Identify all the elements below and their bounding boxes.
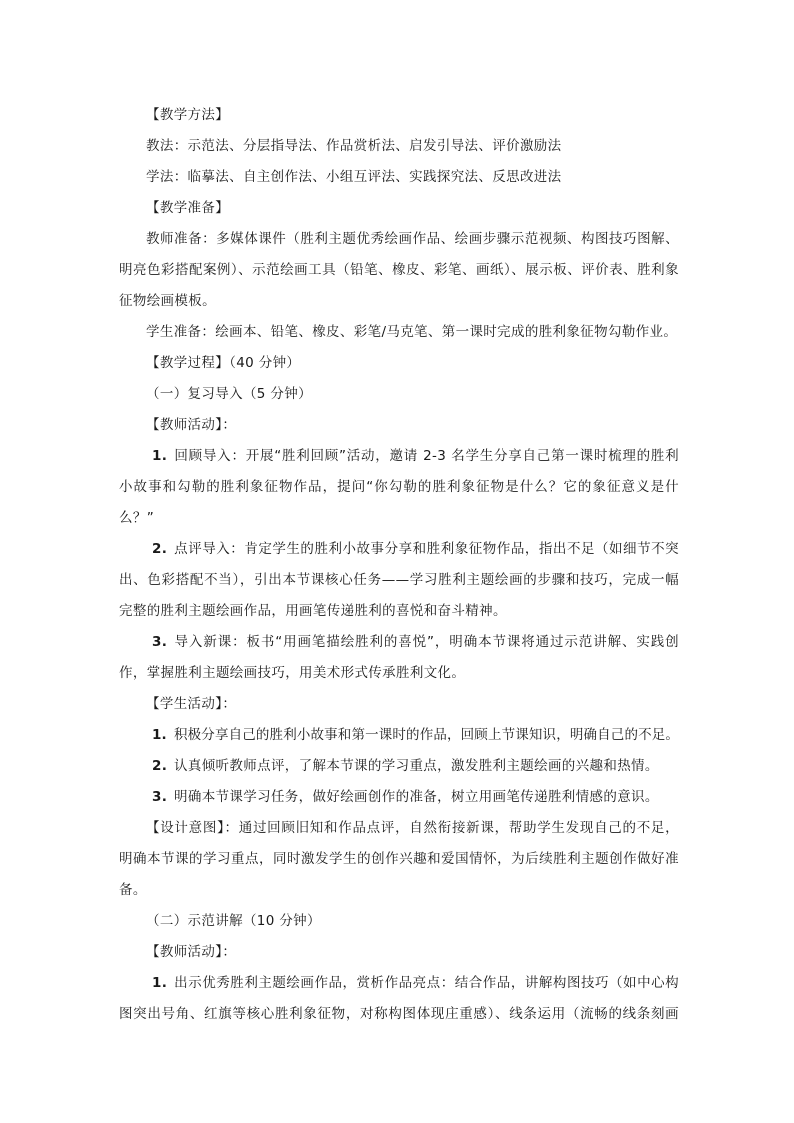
list-item-text: 积极分享自己的胜利小故事和第一课时的作品，回顾上节课知识，明确自己的不足。 xyxy=(174,727,680,743)
list-item-text: 明确本节课学习任务，做好绘画创作的准备，树立用画笔传递胜利情感的意识。 xyxy=(174,789,659,805)
teacher-item-4-line-2: 图突出号角、红旗等核心胜利象征物，对称构图体现庄重感）、线条运用（流畅的线条刻画 xyxy=(119,1006,679,1022)
teacher-prep-line-3: 征物绘画模板。 xyxy=(119,293,216,309)
list-item-text: 点评导入：肯定学生的胜利小故事分享和胜利象征物作品，指出不足（如细节不突 xyxy=(174,541,679,557)
teacher-prep-line-2: 明亮色彩搭配案例）、示范绘画工具（铅笔、橡皮、彩笔、画纸）、展示板、评价表、胜利象 xyxy=(119,262,679,278)
document-body xyxy=(119,100,679,1030)
teacher-item-1-line-3: 么？” xyxy=(119,510,155,526)
section-1-title: （一）复习导入（5 分钟） xyxy=(146,386,312,402)
list-number: 1. xyxy=(152,727,167,743)
section-2-title: （二）示范讲解（10 分钟） xyxy=(146,913,321,929)
teacher-item-4-line-1 xyxy=(119,968,679,999)
student-item-2 xyxy=(119,751,679,782)
teacher-item-1-line-2: 小故事和勾勒的胜利象征物作品，提问“你勾勒的胜利象征物是什么？它的象征意义是什 xyxy=(119,479,679,495)
teacher-activity-heading-2: 【教师活动】： xyxy=(146,944,237,960)
list-item-text: 认真倾听教师点评，了解本节课的学习重点，激发胜利主题绘画的兴趣和热情。 xyxy=(174,758,659,774)
design-intent-line-2: 明确本节课的学习重点，同时激发学生的创作兴趣和爱国情怀，为后续胜利主题创作做好准 xyxy=(119,851,679,867)
list-number: 3. xyxy=(152,634,168,650)
teacher-activity-heading-1: 【教师活动】： xyxy=(146,417,237,433)
student-activity-heading-1: 【学生活动】： xyxy=(146,696,237,712)
student-item-3 xyxy=(119,782,679,813)
list-item-text: 回顾导入：开展“胜利回顾”活动，邀请 2-3 名学生分享自己第一课时梳理的胜利 xyxy=(174,448,679,464)
teacher-item-1-line-1 xyxy=(119,441,679,472)
student-item-1 xyxy=(119,720,679,751)
list-number: 2. xyxy=(152,758,168,774)
design-intent-line-1: 【设计意图】：通过回顾旧知和作品点评，自然衔接新课，帮助学生发现自己的不足， xyxy=(146,820,679,836)
teacher-item-2-line-1 xyxy=(119,534,679,565)
list-number: 1. xyxy=(152,448,168,464)
teacher-prep-line-1: 教师准备：多媒体课件（胜利主题优秀绘画作品、绘画步骤示范视频、构图技巧图解、 xyxy=(146,231,679,247)
teacher-item-3-line-1 xyxy=(119,627,679,658)
student-prep-line: 学生准备：绘画本、铅笔、橡皮、彩笔/马克笔、第一课时完成的胜利象征物勾勒作业。 xyxy=(146,324,678,340)
heading-teaching-methods: 【教学方法】 xyxy=(146,107,230,123)
teacher-item-2-line-2: 出、色彩搭配不当），引出本节课核心任务——学习胜利主题绘画的步骤和技巧，完成一幅 xyxy=(119,572,679,588)
list-number: 2. xyxy=(152,541,168,557)
heading-teaching-preparation: 【教学准备】 xyxy=(146,200,230,216)
teaching-methods-line: 教法：示范法、分层指导法、作品赏析法、启发引导法、评价激励法 xyxy=(146,138,562,154)
learning-methods-line: 学法：临摹法、自主创作法、小组互评法、实践探究法、反思改进法 xyxy=(146,169,562,185)
teacher-item-3-line-2: 作，掌握胜利主题绘画技巧，用美术形式传承胜利文化。 xyxy=(119,665,466,681)
heading-teaching-process: 【教学过程】（40 分钟） xyxy=(146,355,301,371)
teacher-item-2-line-3: 完整的胜利主题绘画作品，用画笔传递胜利的喜悦和奋斗精神。 xyxy=(119,603,507,619)
list-item-text: 出示优秀胜利主题绘画作品，赏析作品亮点：结合作品，讲解构图技巧（如中心构 xyxy=(174,975,679,991)
list-number: 1. xyxy=(152,975,168,991)
design-intent-line-3: 备。 xyxy=(119,882,147,898)
list-item-text: 导入新课：板书“用画笔描绘胜利的喜悦”，明确本节课将通过示范讲解、实践创 xyxy=(174,634,679,650)
list-number: 3. xyxy=(152,789,168,805)
